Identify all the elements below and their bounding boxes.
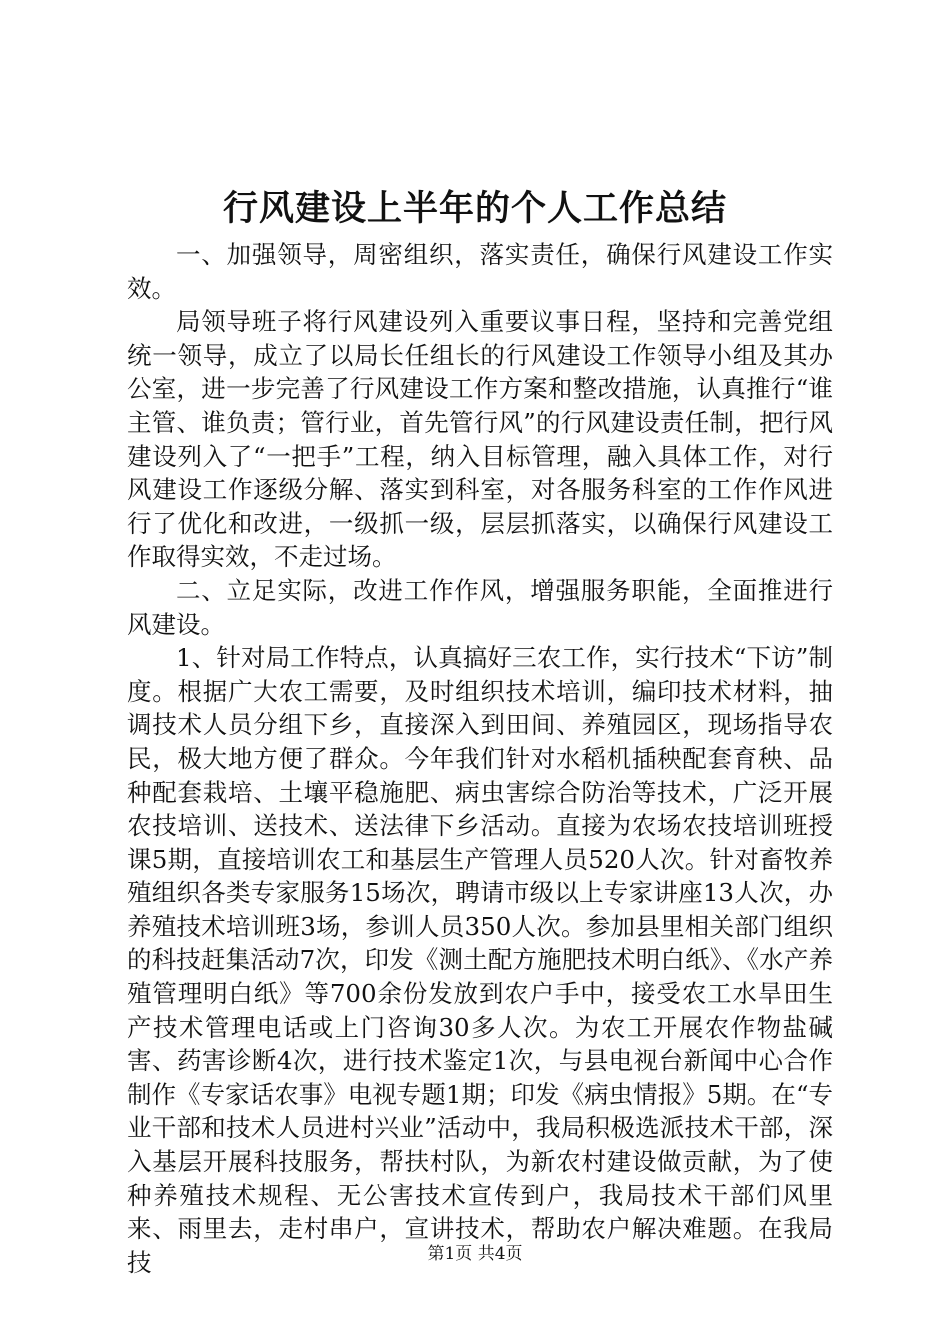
body-paragraph: 二、立足实际，改进工作作风，增强服务职能，全面推进行风建设。: [127, 575, 833, 639]
document-title: 行风建设上半年的个人工作总结: [222, 188, 727, 229]
body-paragraph: 局领导班子将行风建设列入重要议事日程，坚持和完善党组统一领导，成立了以局长任组长的行风建设工作领导小组及其办公室，进一步完善了行风建设工作方案和整改措施，认真推行“谁主管、谁负责；管行业，首先管行风”的行风建设责任制，把行风建设列入了“一把手”工程，纳入目标管理，融入具体工作，对行风建设工作逐级分解、落实到科室，对各服务科室的工作作风进行了优化和改进，一级抓一级，层层抓落实，以确保行风建设工作取得实效，不走过场。: [127, 307, 833, 572]
page-footer: 第1页 共4页: [427, 1244, 523, 1264]
body-paragraph: 1、针对局工作特点，认真搞好三农工作，实行技术“下访”制度。根据广大农工需要，及时组织技术培训，编印技术材料，抽调技术人员分组下乡，直接深入到田间、养殖园区，现场指导农民，极大地方便了群众。今年我们针对水稻机插秧配套育秧、品种配套栽培、土壤平稳施肥、病虫害综合防治等技术，广泛开展农技培训、送技术、送法律下乡活动。直接为农场农技培训班授课5期，直接培训农工和基层生产管理人员520人次。针对畜牧养殖组织各类专家服务15场次，聘请市级以上专家讲座13人次，办养殖技术培训班3场，参训人员350人次。参加县里相关部门组织的科技赶集活动7次，印发《测土配方施肥技术明白纸》、《水产养殖管理明白纸》等700余份发放到农户手中，接受农工水旱田生产技术管理电话或上门咨询30多人次。为农工开展农作物盐碱害、药害诊断4次，进行技术鉴定1次，与县电视台新闻中心合作制作《专家话农事》电视专题1期；印发《病虫情报》5期。在“专业干部和技术人员进村兴业”活动中，我局积极选派技术干部，深入基层开展科技服务，帮扶村队，为新农村建设做贡献，为了使种养殖技术规程、无公害技术宣传到户，我局技术干部们风里来、雨里去，走村串户，宣讲技术，帮助农户解决难题。在我局技: [127, 643, 833, 1277]
document-body: [127, 238, 833, 1279]
body-paragraph: 一、加强领导，周密组织，落实责任，确保行风建设工作实效。: [127, 240, 833, 303]
